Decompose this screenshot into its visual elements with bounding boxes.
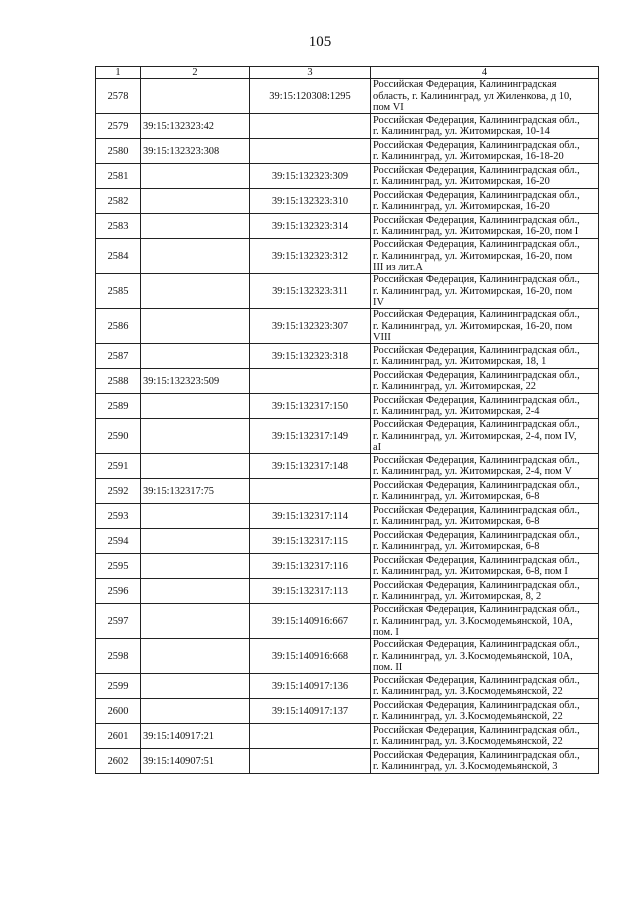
object-cadastral-number: 39:15:132317:113 xyxy=(250,579,371,604)
address-line: III из лит.А xyxy=(373,261,423,273)
table-row xyxy=(96,369,599,394)
table-row xyxy=(96,114,599,139)
table-row xyxy=(96,214,599,239)
address-line: г. Калининград, ул. Житомирская, 8, 2 xyxy=(373,591,542,603)
address-line: Российская Федерация, Калининградская xyxy=(373,79,557,91)
address-cell xyxy=(371,724,599,749)
land-cadastral-number: 39:15:132317:75 xyxy=(141,479,250,504)
address-line: Российская Федерация, Калининградская обл., xyxy=(373,455,580,466)
address-cell xyxy=(371,579,599,604)
object-cadastral-number: 39:15:132317:116 xyxy=(250,554,371,579)
row-number: 2592 xyxy=(96,479,141,504)
address-cell xyxy=(371,639,599,674)
object-cadastral-number xyxy=(250,114,371,139)
object-cadastral-number xyxy=(250,139,371,164)
address-line: г. Калининград, ул. Житомирская, 16-20, пом xyxy=(373,250,573,262)
address-line: г. Калининград, ул. Житомирская, 2-4, пом IV, xyxy=(373,430,577,442)
address-line: VIII xyxy=(373,331,391,343)
address-line: Российская Федерация, Калининградская обл., xyxy=(373,675,580,686)
address-line: г. Калининград, ул. З.Космодемьянской, 22 xyxy=(373,711,563,723)
object-cadastral-number: 39:15:132323:312 xyxy=(250,239,371,274)
table-row xyxy=(96,724,599,749)
address-cell xyxy=(371,239,599,274)
land-cadastral-number: 39:15:140917:21 xyxy=(141,724,250,749)
land-cadastral-number xyxy=(141,604,250,639)
address-cell xyxy=(371,164,599,189)
address-line: г. Калининград, ул. Житомирская, 6-8 xyxy=(373,516,540,528)
land-cadastral-number: 39:15:132323:308 xyxy=(141,139,250,164)
table-row xyxy=(96,274,599,309)
row-number: 2601 xyxy=(96,724,141,749)
table-row xyxy=(96,529,599,554)
address-line: Российская Федерация, Калининградская обл., xyxy=(373,215,580,226)
address-line: Российская Федерация, Калининградская обл., xyxy=(373,750,580,761)
land-cadastral-number: 39:15:140907:51 xyxy=(141,749,250,774)
object-cadastral-number: 39:15:132323:314 xyxy=(250,214,371,239)
address-line: Российская Федерация, Калининградская обл., xyxy=(373,604,580,616)
address-line: Российская Федерация, Калининградская обл., xyxy=(373,555,580,566)
address-line: г. Калининград, ул. Житомирская, 6-8 xyxy=(373,541,540,553)
row-number: 2578 xyxy=(96,79,141,114)
land-cadastral-number xyxy=(141,79,250,114)
object-cadastral-number: 39:15:132317:114 xyxy=(250,504,371,529)
object-cadastral-number xyxy=(250,749,371,774)
address-cell xyxy=(371,454,599,479)
table-row xyxy=(96,639,599,674)
address-line: Российская Федерация, Калининградская обл., xyxy=(373,639,580,651)
address-line: Российская Федерация, Калининградская обл., xyxy=(373,239,580,251)
land-cadastral-number xyxy=(141,344,250,369)
table-row xyxy=(96,419,599,454)
table-row xyxy=(96,454,599,479)
table-row xyxy=(96,309,599,344)
object-cadastral-number: 39:15:132323:318 xyxy=(250,344,371,369)
address-line: г. Калининград, ул. З.Космодемьянской, 3 xyxy=(373,761,558,773)
row-number: 2596 xyxy=(96,579,141,604)
row-number: 2591 xyxy=(96,454,141,479)
address-line: Российская Федерация, Калининградская обл., xyxy=(373,165,580,176)
address-cell xyxy=(371,274,599,309)
land-cadastral-number xyxy=(141,214,250,239)
land-cadastral-number xyxy=(141,674,250,699)
address-line: Российская Федерация, Калининградская обл., xyxy=(373,419,580,431)
table-row xyxy=(96,504,599,529)
row-number: 2595 xyxy=(96,554,141,579)
object-cadastral-number: 39:15:132317:149 xyxy=(250,419,371,454)
object-cadastral-number: 39:15:140917:136 xyxy=(250,674,371,699)
address-line: г. Калининград, ул. Житомирская, 18, 1 xyxy=(373,356,547,368)
address-cell xyxy=(371,504,599,529)
table-row xyxy=(96,479,599,504)
row-number: 2597 xyxy=(96,604,141,639)
row-number: 2599 xyxy=(96,674,141,699)
object-cadastral-number: 39:15:132323:311 xyxy=(250,274,371,309)
register-body xyxy=(96,79,599,774)
object-cadastral-number: 39:15:140916:667 xyxy=(250,604,371,639)
address-line: пом. II xyxy=(373,661,403,673)
header-col-3: 3 xyxy=(250,67,371,79)
address-cell xyxy=(371,604,599,639)
land-cadastral-number xyxy=(141,309,250,344)
address-line: Российская Федерация, Калининградская обл., xyxy=(373,274,580,286)
object-cadastral-number: 39:15:140917:137 xyxy=(250,699,371,724)
row-number: 2579 xyxy=(96,114,141,139)
address-cell xyxy=(371,344,599,369)
address-cell xyxy=(371,419,599,454)
row-number: 2590 xyxy=(96,419,141,454)
address-cell xyxy=(371,114,599,139)
address-cell xyxy=(371,749,599,774)
address-line: г. Калининград, ул. Житомирская, 16-20, пом I xyxy=(373,226,579,238)
address-line: г. Калининград, ул. З.Космодемьянской, 10А, xyxy=(373,650,573,662)
address-line: aI xyxy=(373,441,382,453)
row-number: 2582 xyxy=(96,189,141,214)
address-line: Российская Федерация, Калининградская обл., xyxy=(373,115,580,126)
land-cadastral-number xyxy=(141,639,250,674)
object-cadastral-number: 39:15:120308:1295 xyxy=(250,79,371,114)
table-row xyxy=(96,579,599,604)
address-line: Российская Федерация, Калининградская обл., xyxy=(373,700,580,711)
table-row xyxy=(96,344,599,369)
object-cadastral-number: 39:15:132317:148 xyxy=(250,454,371,479)
address-cell xyxy=(371,79,599,114)
address-line: г. Калининград, ул. Житомирская, 2-4, пом V xyxy=(373,466,572,478)
address-cell xyxy=(371,394,599,419)
land-cadastral-number xyxy=(141,274,250,309)
table-row xyxy=(96,239,599,274)
address-line: г. Калининград, ул. Житомирская, 16-20 xyxy=(373,176,550,188)
row-number: 2600 xyxy=(96,699,141,724)
address-cell xyxy=(371,554,599,579)
row-number: 2587 xyxy=(96,344,141,369)
header-row xyxy=(96,67,599,79)
row-number: 2594 xyxy=(96,529,141,554)
address-line: Российская Федерация, Калининградская обл., xyxy=(373,505,580,516)
land-cadastral-number xyxy=(141,164,250,189)
address-line: Российская Федерация, Калининградская обл., xyxy=(373,309,580,321)
table-row xyxy=(96,394,599,419)
address-line: пом. I xyxy=(373,626,399,638)
land-cadastral-number: 39:15:132323:509 xyxy=(141,369,250,394)
row-number: 2588 xyxy=(96,369,141,394)
table-row xyxy=(96,674,599,699)
address-line: г. Калининград, ул. Житомирская, 10-14 xyxy=(373,126,550,138)
address-cell xyxy=(371,529,599,554)
table-row xyxy=(96,749,599,774)
land-cadastral-number xyxy=(141,239,250,274)
header-col-1: 1 xyxy=(96,67,141,79)
row-number: 2598 xyxy=(96,639,141,674)
address-line: г. Калининград, ул. Житомирская, 16-20 xyxy=(373,201,550,213)
row-number: 2581 xyxy=(96,164,141,189)
address-line: Российская Федерация, Калининградская обл., xyxy=(373,395,580,406)
address-line: IV xyxy=(373,296,384,308)
header-col-2: 2 xyxy=(141,67,250,79)
address-line: г. Калининград, ул. Житомирская, 16-20, пом xyxy=(373,320,573,332)
land-cadastral-number xyxy=(141,504,250,529)
address-line: Российская Федерация, Калининградская обл., xyxy=(373,580,580,591)
row-number: 2580 xyxy=(96,139,141,164)
address-line: Российская Федерация, Калининградская обл., xyxy=(373,370,580,381)
object-cadastral-number: 39:15:132323:309 xyxy=(250,164,371,189)
address-line: Российская Федерация, Калининградская обл., xyxy=(373,190,580,201)
table-row xyxy=(96,79,599,114)
header-col-4: 4 xyxy=(371,67,599,79)
row-number: 2584 xyxy=(96,239,141,274)
row-number: 2586 xyxy=(96,309,141,344)
land-cadastral-number xyxy=(141,554,250,579)
object-cadastral-number: 39:15:132323:307 xyxy=(250,309,371,344)
address-line: г. Калининград, ул. Житомирская, 16-18-20 xyxy=(373,151,564,163)
address-line: область, г. Калининград, ул Жиленкова, д 10, xyxy=(373,90,572,102)
address-line: г. Калининград, ул. З.Космодемьянской, 10А, xyxy=(373,615,573,627)
object-cadastral-number: 39:15:132317:115 xyxy=(250,529,371,554)
land-cadastral-number xyxy=(141,419,250,454)
address-line: Российская Федерация, Калининградская обл., xyxy=(373,140,580,151)
land-cadastral-number xyxy=(141,454,250,479)
address-line: Российская Федерация, Калининградская обл., xyxy=(373,725,580,736)
object-cadastral-number: 39:15:140916:668 xyxy=(250,639,371,674)
address-cell xyxy=(371,674,599,699)
row-number: 2593 xyxy=(96,504,141,529)
address-line: Российская Федерация, Калининградская обл., xyxy=(373,480,580,491)
land-cadastral-number xyxy=(141,394,250,419)
address-line: Российская Федерация, Калининградская обл., xyxy=(373,345,580,356)
object-cadastral-number xyxy=(250,479,371,504)
object-cadastral-number: 39:15:132323:310 xyxy=(250,189,371,214)
table-row xyxy=(96,164,599,189)
object-cadastral-number xyxy=(250,724,371,749)
table-row xyxy=(96,554,599,579)
address-cell xyxy=(371,139,599,164)
address-cell xyxy=(371,214,599,239)
address-line: г. Калининград, ул. Житомирская, 16-20, пом xyxy=(373,285,573,297)
address-line: г. Калининград, ул. Житомирская, 22 xyxy=(373,381,536,393)
land-cadastral-number: 39:15:132323:42 xyxy=(141,114,250,139)
table-row xyxy=(96,699,599,724)
address-cell xyxy=(371,479,599,504)
address-line: г. Калининград, ул. З.Космодемьянской, 22 xyxy=(373,686,563,698)
address-line: г. Калининград, ул. Житомирская, 6-8, пом I xyxy=(373,566,568,578)
table-row xyxy=(96,604,599,639)
object-cadastral-number xyxy=(250,369,371,394)
page-number: 105 xyxy=(308,34,332,50)
row-number: 2589 xyxy=(96,394,141,419)
land-cadastral-number xyxy=(141,189,250,214)
address-line: г. Калининград, ул. Житомирская, 2-4 xyxy=(373,406,540,418)
address-cell xyxy=(371,369,599,394)
land-cadastral-number xyxy=(141,699,250,724)
address-line: г. Калининград, ул. З.Космодемьянской, 22 xyxy=(373,736,563,748)
register-table xyxy=(95,66,599,774)
table-row xyxy=(96,189,599,214)
land-cadastral-number xyxy=(141,579,250,604)
land-cadastral-number xyxy=(141,529,250,554)
table-row xyxy=(96,139,599,164)
address-line: Российская Федерация, Калининградская обл., xyxy=(373,530,580,541)
address-cell xyxy=(371,189,599,214)
address-cell xyxy=(371,309,599,344)
row-number: 2585 xyxy=(96,274,141,309)
address-line: пом VI xyxy=(373,101,404,113)
address-line: г. Калининград, ул. Житомирская, 6-8 xyxy=(373,491,540,503)
address-cell xyxy=(371,699,599,724)
object-cadastral-number: 39:15:132317:150 xyxy=(250,394,371,419)
row-number: 2602 xyxy=(96,749,141,774)
row-number: 2583 xyxy=(96,214,141,239)
